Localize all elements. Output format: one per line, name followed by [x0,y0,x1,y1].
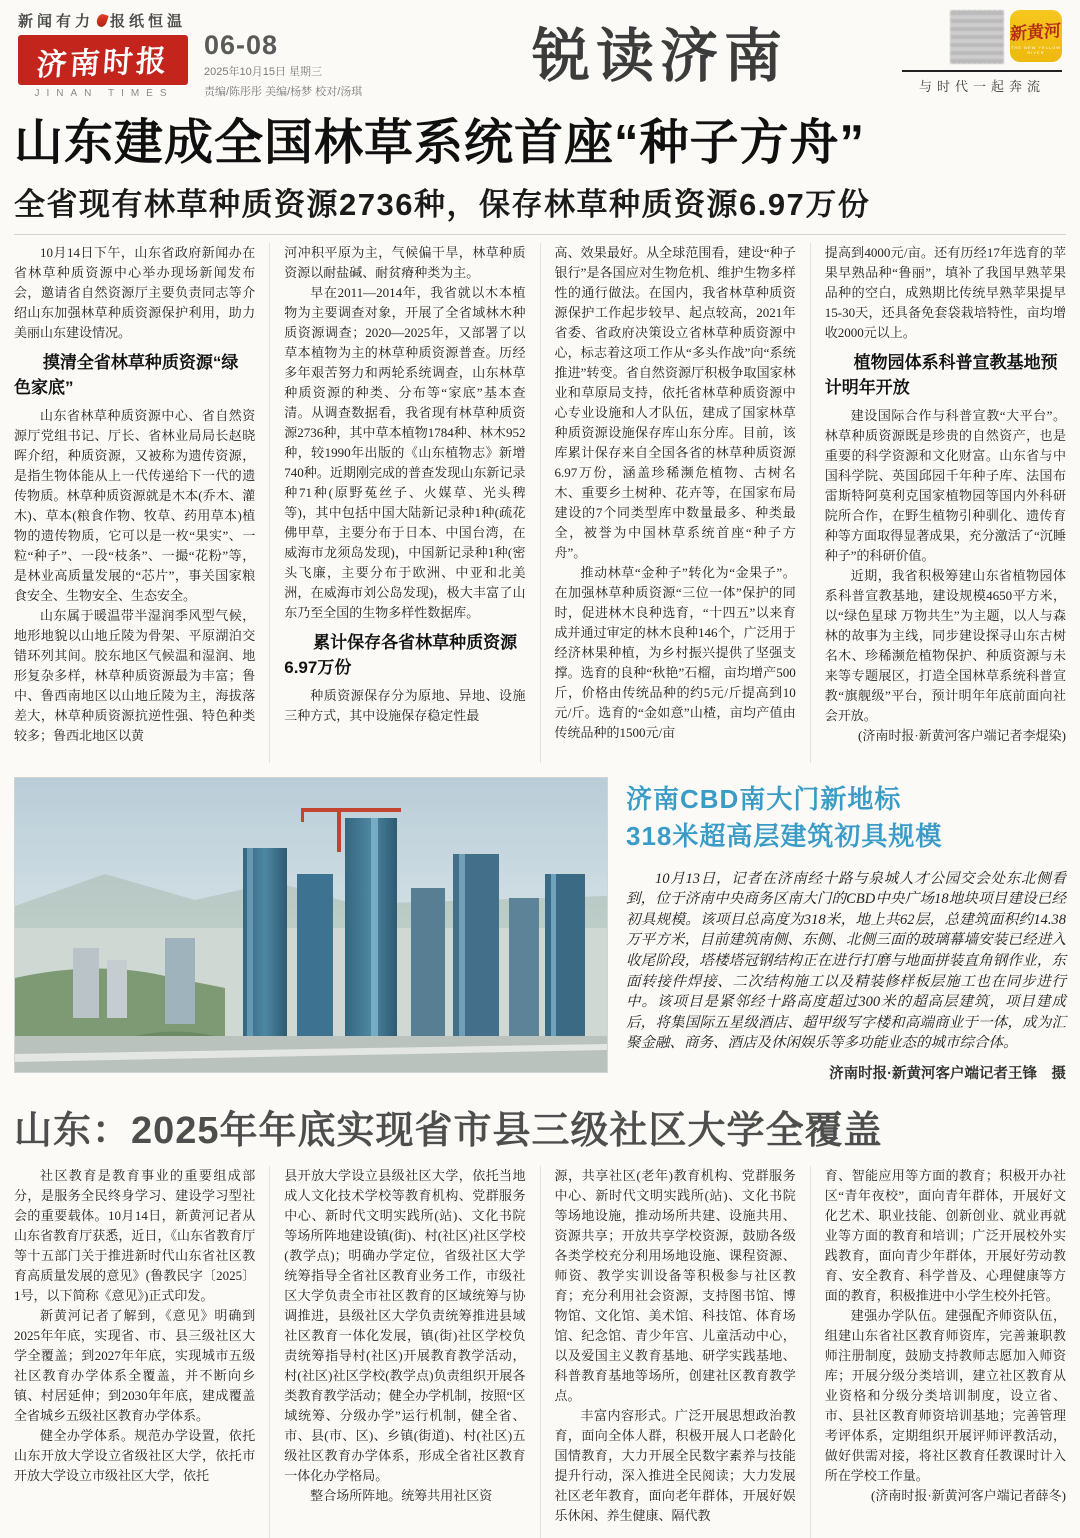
article-paragraph: 新黄河记者了解到，《意见》明确到2025年年底，实现省、市、县三级社区大学全覆盖；到2027年年底，实现城市五级社区教育办学体系全覆盖，并不断向乡镇、村居延伸；到2030年年底，建成覆盖全省城乡五级社区教育办学体系。 [14,1307,256,1423]
lead-subheadline: 全省现有林草种质资源2736种，保存林草种质资源6.97万份 [14,186,871,222]
app-icon-name-en: THE NEW YELLOW RIVER [1010,44,1062,55]
lead-headline: 山东建成全国林草系统首座“种子方舟” [14,116,866,170]
article-paragraph: 山东属于暖温带半湿润季风型气候，地形地貌以山地丘陵为骨架、平原湖泊交错环列其间。胶东地区气候温和湿润、地形复杂多样，林草种质资源最为丰富；鲁中、鲁西南地区以山地丘陵为主，海拔落差大，林草种质资源抗逆性强、特色种类较多；鲁西北地区以黄 [14,607,256,743]
staff-line: 责编/陈彤彤 美编/杨梦 校对/汤琪 [204,86,363,98]
article-column [14,243,255,763]
cbd-headline [626,781,1066,855]
cbd-section [0,763,1080,1083]
cbd-body: 10月13日，记者在济南经十路与泉城人才公园交会处东北侧看到，位于济南中央商务区南大门的CBD中央广场18地块项目建设已经初具规模。该项目总高度为318米，地上共62层，总建筑面积约14.38万平方米，目前建筑南侧、东侧、北侧三面的玻璃幕墙安装已经进入收尾阶段，塔楼塔冠钢结构正在进行打磨与地面拼装直角钢作业，东面转接件焊接、二次结构施工以及精装修样板层施工也在同步进行中。该项目是紧邻经十路高度超过300米的超高层建筑，项目建成后，将集国际五星级酒店、超甲级写字楼和高端商业于一体，成为汇聚金融、商务、酒店及休闲娱乐等多功能业态的城市综合体。 [626,870,1066,1052]
article-column [14,1166,255,1538]
article-column [540,1166,796,1538]
newspaper-slogan [18,10,190,31]
masthead-meta [204,10,362,99]
community-headline: 山东：2025年年底实现省市县三级社区大学全覆盖 [14,1109,883,1152]
date-line: 2025年10月15日 星期三 [204,66,322,78]
cbd-byline: 济南时报·新黄河客户端记者王锋 摄 [829,1065,1066,1082]
cbd-article [626,777,1066,1083]
slogan-left: 新闻有力 [18,13,95,30]
masthead-logos [902,10,1062,64]
masthead-right [902,10,1062,95]
cbd-headline-line1: 济南CBD南大门新地标 [626,783,902,814]
article-paragraph: 推动林草“金种子”转化为“金果子”。在加强林草种质资源“三位一体”保护的同时，促进林木良种选育，“十四五”以来育成并通过审定的林木良种146个，广泛用于经济林果种植，为乡村振兴提供了坚强支撑。选育的良种“秋艳”石榴，亩均增产500斤，价格由传统品种的约5元/斤提高到10元/斤。选育的“金如意”山楂，亩均产值由传统品种的1500元/亩 [554,564,796,740]
xinhuanghe-app-icon [1010,10,1062,62]
article-column [810,1166,1066,1538]
article-paragraph: 社区教育是教育事业的重要组成部分，是服务全民终身学习、建设学习型社会的重要载体。10月14日，新黄河记者从山东省教育厅获悉，近日，《山东省教育厅等十五部门关于推进新时代山东省社区教育高质量发展的意见》(鲁教民字〔2025〕1号，以下简称《意见》)正式印发。 [14,1167,256,1303]
column-subhead: 累计保存各省林草种质资源6.97万份 [284,632,518,677]
article-column [269,1166,525,1538]
newspaper-logo-title: 济南时报 [35,44,171,83]
article-paragraph: 县开放大学设立县级社区大学，依托当地成人文化技术学校等教育机构、党群服务中心、新时代文明实践所(站)、文化书院等场所阵地建设镇(街)、村(社区)社区学校(教学点)；明确办学定位，省级社区大学统筹指导全省社区教育业务工作，市级社区大学负责全市社区教育的区域统筹与协调推进，县级社区大学负责统筹推进县域社区教育一体化发展，镇(街)社区学校负责统筹指导村(社区)开展教育教学活动，村(社区)社区学校(教学点)负责组织开展各类教育教学活动；健全办学机制，按照“区域统筹、分级办学”运行机制，健全省、市、县(市、区)、乡镇(街道)、村(社区)五级社区教育办学体系，形成全省社区教育一体化办学格局。 [284,1167,526,1483]
masthead-left [18,10,418,99]
newspaper-logo [18,35,188,85]
qr-code-icon [950,10,1004,64]
article-paragraph: 健全办学体系。规范办学设置，依托山东开放大学设立省级社区大学，依托市开放大学设立市级社区大学，依托 [14,1427,256,1483]
flame-icon [95,13,109,28]
article-byline: (济南时报·新黄河客户端记者李焜染) [858,727,1066,743]
article-paragraph: 近期，我省积极筹建山东省植物园体系科普宣教基地，建设规模4650平方米，以“绿色星球 万物共生”为主题，以人与森林的故事为主线，同步建设探寻山东古树名木、珍稀濒危植物保护、种质资源与未来等专题展区，打造全国林草系统科普宣教“旗舰级”平台，预计明年年底前面向社会开放。 [824,567,1066,723]
slogan-right: 报纸恒温 [110,13,187,30]
article-paragraph: 源，共享社区(老年)教育机构、党群服务中心、新时代文明实践所(站)、文化书院等场地设施，推动场所共建、设施共用、资源共享；开放共享学校资源，鼓励各级各类学校充分利用场地设施、课程资源、师资、教学实训设备等积极参与社区教育；充分利用社会资源，支持图书馆、博物馆、文化馆、美术馆、科技馆、体育场馆、纪念馆、青少年宫、儿童活动中心，以及爱国主义教育基地、研学实践基地、科普教育基地等场所，创建社区教育教学点。 [554,1167,796,1403]
article-byline: (济南时报·新黄河客户端记者薛冬) [871,1487,1066,1503]
masthead [0,0,1080,112]
app-icon-name: 新黄河 [1010,20,1062,44]
column-subhead: 摸清全省林草种质资源“绿色家底” [14,352,239,397]
cbd-skyline-photo [14,777,608,1073]
article-paragraph: 育、智能应用等方面的教育；积极开办社区“青年夜校”，面向青年群体，开展好文化艺术、职业技能、创新创业、就业再就业等方面的教育和培训；广泛开展校外实践教育，面向青少年群体，开展好劳动教育、安全教育、科学普及、心理健康等方面的教育，积极推进中小学生校外托管。 [824,1167,1066,1303]
article-paragraph: 丰富内容形式。广泛开展思想政治教育，面向全体人群，积极开展人口老龄化国情教育，大力开展全民数字素养与技能提升行动，深入推进全民阅读；大力发展社区老年教育，面向老年群体，开展好娱乐休闲、养生健康、隔代教 [554,1407,796,1523]
section-title: 锐读济南 [531,24,788,89]
article-paragraph: 种质资源保存分为原地、异地、设施三种方式，其中设施保存稳定性最 [284,687,526,723]
column-subhead: 植物园体系科普宣教基地预计明年开放 [824,352,1058,397]
article-paragraph: 河冲积平原为主，气候偏干旱，林草种质资源以耐盐碱、耐贫瘠种类为主。 [284,244,526,280]
article-column [540,243,796,763]
page-range: 06-08 [204,30,279,60]
cbd-headline-line2: 318米超高层建筑初具规模 [626,820,943,851]
newspaper-logo-en: JINAN TIMES [34,88,174,99]
article-paragraph: 整合场所阵地。统筹共用社区资 [310,1487,493,1503]
community-article-body [0,1166,1080,1538]
article-paragraph: 山东省林草种质资源中心、省自然资源厅党组书记、厅长、省林业局局长赵晓晖介绍，种质资源，又被称为遗传资源，是指生物体能从上一代传递给下一代的遗传物质。林草种质资源就是木本(乔木、灌木)、草本(粮食作物、牧草、药用草本)植物的遗传物质，它可以是一枚“果实”、一粒“种子”、一段“枝条”、一撮“花粉”等，是林业高质量发展的“芯片”，事关国家粮食安全、生物安全、生态安全。 [14,407,256,603]
article-paragraph: 早在2011—2014年，我省就以木本植物为主要调查对象，开展了全省域林木种质资源调查；2020—2025年，又部署了以草本植物为主的林草种质资源普查。历经多年艰苦努力和两轮系统调查，山东林草种质资源的种类、分布等“家底”基本查清。从调查数据看，我省现有林草种质资源2736种，其中草本植物1784种、林木952种，较1990年出版的《山东植物志》新增740种。近期刚完成的普查发现山东新记录种71种(原野菟丝子、火媒草、光头稗等)，其中包括中国大陆新记录种1种(疏花佛甲草，主要分布于日本、中国台湾，在威海市龙须岛发现)，中国新记录种1种(密头飞廉，主要分布于欧洲、中亚和北美洲，在威海市刘公岛发现)，极大丰富了山东乃至全国的生物多样性数据库。 [284,284,526,620]
article-paragraph: 提高到4000元/亩。还有历经17年选育的苹果早熟品种“鲁丽”，填补了我国早熟苹果品种的空白，成熟期比传统早熟苹果提早15-30天，还具备免套袋栽培特性，亩均增收2000元以上。 [824,244,1066,340]
lead-article-body [0,243,1080,763]
article-paragraph: 高、效果最好。从全球范围看，建设“种子银行”是各国应对生物危机、维护生物多样性的通行做法。在国内，我省林草种质资源保护工作起步较早、起点较高，2021年省委、省政府决策设立省林草种质资源中心，标志着这项工作从“多头作战”向“系统推进”转变。省自然资源厅积极争取国家林业和草原局支持，依托省林草种质资源中心专业设施和人才队伍，建成了国家林草种质资源设施保存库山东分库。目前，该库累计保存来自全国各省的林草种质资源6.97万份，涵盖珍稀濒危植物、古树名木、重要乡土树种、花卉等，在国家布局建设的7个同类型库中数量最多、种类最全，被誉为中国林草系统首座“种子方舟”。 [554,244,796,560]
masthead-tagline: 与时代一起奔流 [902,70,1062,95]
article-paragraph: 建设国际合作与科普宣教“大平台”。林草种质资源既是珍贵的自然资产，也是重要的科学资源和文化财富。山东省与中国科学院、英国邱园千年种子库、法国布雷斯特阿莫利克国家植物园等国内外科研院所合作，在野生植物引种驯化、遗传育种等方面取得显著成果，充分激活了“沉睡种子”的科研价值。 [824,407,1066,563]
article-column [269,243,525,763]
newspaper-logo-block [18,10,190,99]
cbd-photo-illustration [15,778,607,1072]
lead-article-header [0,112,1080,224]
headline-divider [14,234,1066,235]
article-paragraph: 10月14日下午，山东省政府新闻办在省林草种质资源中心举办现场新闻发布会，邀请省自然资源厅主要负责同志等介绍山东加强林草种质资源保护利用，助力美丽山东建设情况。 [14,244,256,340]
article-paragraph: 建强办学队伍。建强配齐师资队伍，组建山东省社区教育师资库，完善兼职教师注册制度，鼓励支持教师志愿加入师资库；开展分级分类培训，建立社区教育从业资格和分级分类培训制度，设立省、市、县社区教育师资培训基地；完善管理考评体系，定期组织开展评师评教活动，做好供需对接，将社区教育任教课时计入所在学校工作量。 [824,1307,1066,1483]
article-column [810,243,1066,763]
